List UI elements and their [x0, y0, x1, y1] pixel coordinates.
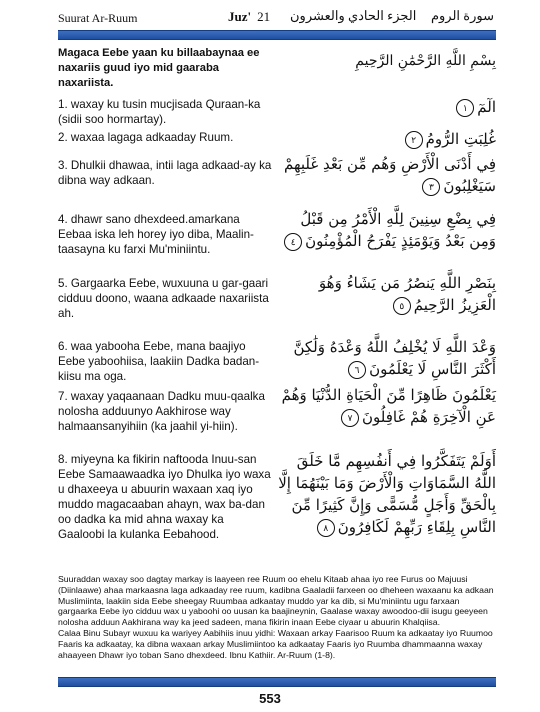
- footnotes: [58, 574, 494, 660]
- verse-6-translation: 6. waa yabooha Eebe, mana baajiyo Eebe yaboohiisa, laakiin Dadka badan-kiisu ma oga.: [58, 340, 260, 383]
- verse-4-arabic-text: فِي بِضْعِ سِنِينَ لِلَّهِ الْأَمْرُ مِن قَبْلُ وَمِن بَعْدُ وَيَوْمَئِذٍ يَفْرَحُ الْمُؤْمِنُونَ: [300, 210, 496, 250]
- juz-number: 21: [257, 9, 271, 24]
- verse-7-translation: 7. waxay yaqaanaan Dadku muu-qaalka nolosha adduunyo Aakhirose way halmaansanyihiin (ka jaahil yi-hiin).: [58, 390, 265, 433]
- verse-8-arabic-text: أَوَلَمْ يَتَفَكَّرُوا فِي أَنفُسِهِم مَّا خَلَقَ اللَّهُ السَّمَاوَاتِ وَالْأَرْضَ وَمَا بَيْنَهُمَا إِلَّا بِالْحَقِّ وَأَجَلٍ مُّسَمًّى وَإِنَّ كَثِيرًا مِّنَ النَّاسِ بِلِقَاءِ رَبِّهِمْ لَكَافِرُونَ: [278, 452, 496, 536]
- verse-2-translation: 2. waxaa lagaga adkaaday Ruum.: [58, 131, 234, 144]
- footnote-2: Calaa Binu Subayr wuxuu ka wariyey Aabihiis inuu yidhi: Waxaan arkay Faarisoo Ruum ka adkaatay iyo Ruumoo Faaris ka adkaatay, ka dibna waxaan arkay Muslimiintoo ka adkaatay Faaris iyo Ruumba dhammaanna waxay ahaayeen Dhawr iyo toban Sano dhexdeed. Ibnu Kathiir. Ar-Ruum (1-8).: [58, 627, 493, 660]
- verse-3-arabic: [278, 153, 496, 197]
- footer-divider-bar: [58, 677, 496, 687]
- juz-name-arabic: الجزء الحادي والعشرون: [290, 8, 417, 23]
- verse-marker-1: ١: [456, 99, 474, 117]
- intro-translation: Magaca Eebe yaan ku billaabaynaa ee naxariis guud iyo mid gaaraba naxariista.: [58, 47, 260, 89]
- verse-marker-5: ٥: [393, 297, 411, 315]
- verse-marker-3: ٣: [422, 178, 440, 196]
- basmala-arabic: بِسْمِ اللَّهِ الرَّحْمَٰنِ الرَّحِيمِ: [355, 53, 496, 69]
- verse-3-translation: 3. Dhulkii dhawaa, intii laga adkaad-ay ka dibna way adkaan.: [58, 159, 272, 187]
- verse-7-arabic-text: يَعْلَمُونَ ظَاهِرًا مِّنَ الْحَيَاةِ الدُّنْيَا وَهُمْ عَنِ الْآخِرَةِ هُمْ غَافِلُونَ: [281, 386, 496, 426]
- header-divider-bar: [58, 30, 496, 40]
- verse-marker-6: ٦: [348, 361, 366, 379]
- verse-1-arabic-text: الٓمٓ: [477, 98, 496, 116]
- verse-marker-2: ٢: [405, 131, 423, 149]
- verse-5-arabic-text: بِنَصْرِ اللَّهِ يَنصُرُ مَن يَشَاءُ وَهُوَ الْعَزِيزُ الرَّحِيمُ: [318, 274, 496, 314]
- verse-5-translation: 5. Gargaarka Eebe, wuxuuna u gar-gaari cidduu doono, waana adkaade naxariista ah.: [58, 277, 269, 320]
- page-number: 553: [259, 691, 281, 706]
- verse-8-translation: 8. miyeyna ka fikirin naftooda Inuu-san Eebe Samaawaadka iyo Dhulka iyo waxa u dhaxeeya u abuurin waxaan xaq iyo muddo magacaaban ahayn, wax ba-dan oo dadka ka mid ahna waxay ka Gaaloobi la kulanka Eebahood.: [58, 453, 271, 541]
- verse-5-arabic: [278, 272, 496, 316]
- footnote-1: Suuraddan waxay soo dagtay markay is laayeen ree Ruum oo ehelu Kitaab ahaa iyo ree Furus oo Majuusi (Diinlaawe) ahaa markaasna laga adkaaday ree ruum, kadibna Gaaladii farxeen oo dheheen waxaanu ka adkaan Muslimiinta, laakiin sida Eebe sheegay Ruumbaa adkaatay muddo yar ka dib, si Mu'miniintu ugu farxaan gargaarka Eebe iyo cidduu wax u yaboohi oo uusan ka baajineynin, Gaalase waxay awoodoo-dii isugu geeyeen nolosha adduun Aakhirana way ka jeed sadeen, mana fikirin inaan Eebe ciyaar u abuurin Khalqiisa.: [58, 574, 494, 628]
- surah-name-arabic: سورة الروم: [430, 8, 494, 23]
- surah-name-latin: Suurat Ar-Ruum: [58, 11, 138, 25]
- verse-4-arabic: [278, 208, 496, 252]
- verse-marker-4: ٤: [284, 233, 302, 251]
- juz-indicator: [228, 9, 270, 25]
- verse-marker-7: ٧: [341, 409, 359, 427]
- verse-6-arabic-text: وَعْدَ اللَّهِ لَا يُخْلِفُ اللَّهُ وَعْدَهُ وَلَٰكِنَّ أَكْثَرَ النَّاسِ لَا يَعْلَمُونَ: [293, 338, 496, 378]
- verse-1-translation: 1. waxay ku tusin mucjisada Quraan-ka (sidii soo hormartay).: [58, 98, 261, 126]
- verse-4-translation: 4. dhawr sano dhexdeed.amarkana Eebaa iska leh horey iyo diba, Maalin-taasayna ku farxi Mu'miniintu.: [58, 213, 254, 256]
- verse-2-arabic-text: غُلِبَتِ الرُّومُ: [425, 130, 496, 148]
- verse-6-arabic: [278, 336, 496, 380]
- verse-3-arabic-text: فِي أَدْنَى الْأَرْضِ وَهُم مِّن بَعْدِ غَلَبِهِمْ سَيَغْلِبُونَ: [283, 155, 496, 195]
- verse-2-arabic: [278, 128, 496, 150]
- verse-marker-8: ٨: [317, 519, 335, 537]
- verse-7-arabic: [278, 384, 496, 428]
- verse-8-arabic: [278, 450, 496, 538]
- page-header: [58, 6, 494, 30]
- verse-1-arabic: [278, 96, 496, 118]
- juz-label: Juz': [228, 9, 252, 24]
